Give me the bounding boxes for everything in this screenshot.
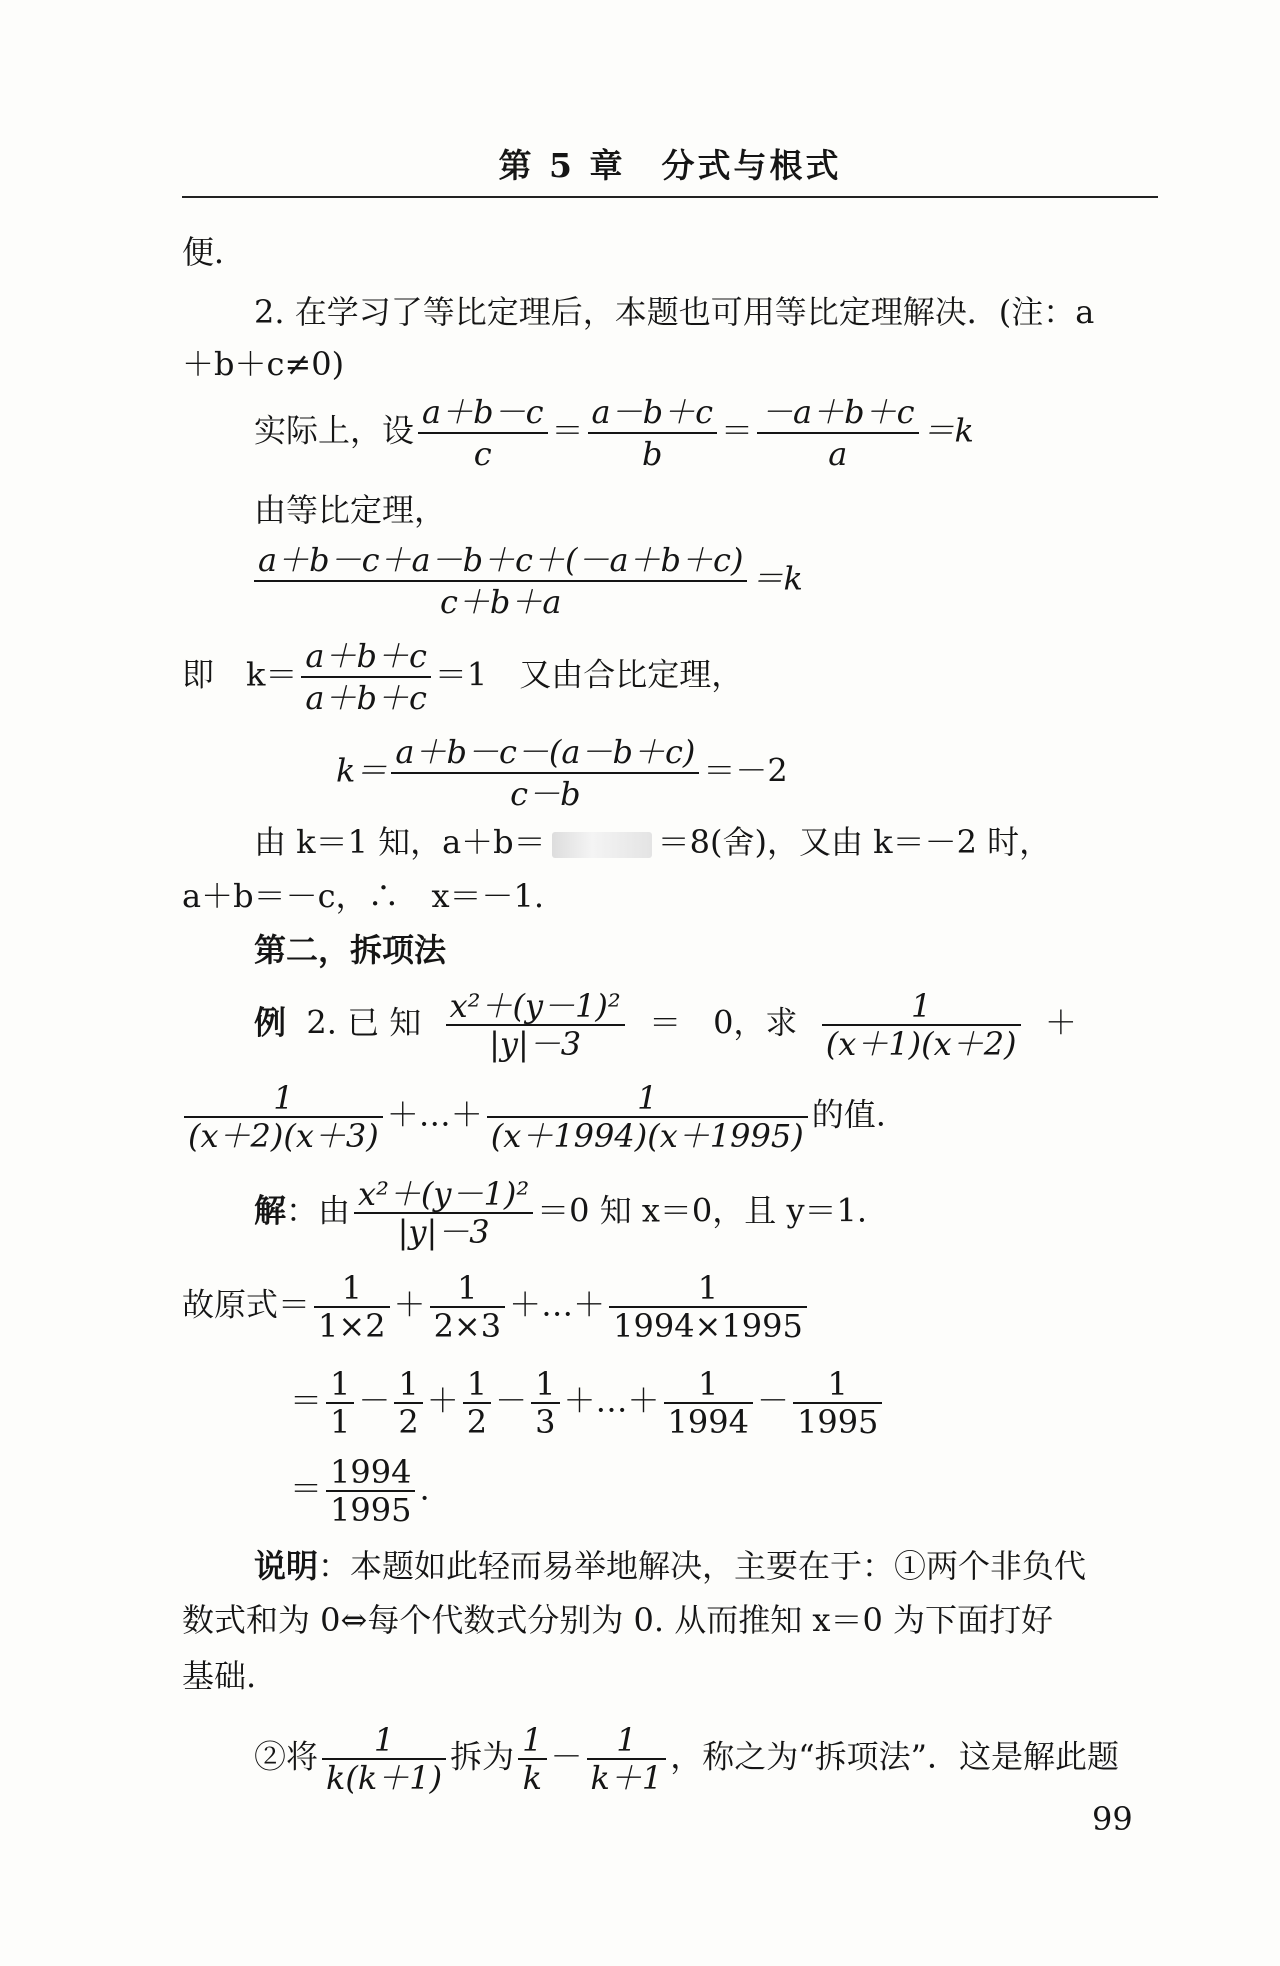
fraction: $\frac{1}{2\times 3}$ <box>430 1270 506 1344</box>
fraction: $\frac{1}{3}$ <box>531 1366 559 1440</box>
page-header <box>180 140 1160 187</box>
header-rule <box>182 196 1158 198</box>
fraction: $\frac{a+b-c+a-b+c+(-a+b+c)}{c+b+a}$ <box>254 540 747 622</box>
equation-line: 实际上，设 $\frac{a+b-c}{c}$ ＝ $\frac{a-b+c}{b}$ ＝ $\frac{-a+b+c}{a}$ ＝k <box>254 393 974 473</box>
equation-line: $\frac{1}{(x+2)(x+3)}$ ＋…＋ $\frac{1}{(x+1994)(x+1995)}$ 的值. <box>180 1080 886 1154</box>
equation-line: ＝ $\frac{1}{1}$ － $\frac{1}{2}$ ＋ $\frac{1}{2}$ － $\frac{1}{3}$ ＋…＋ $\frac{1}{1994}$ － $\frac{1}{1995}$ <box>290 1366 886 1440</box>
equation-line: 解：由 $\frac{\text{x²＋(y－1)²}}{|y|-3}$ ＝0 知 x＝0，且 y＝1. <box>254 1175 868 1251</box>
section-heading: 第二，拆项法 <box>254 931 447 969</box>
fraction: $\frac{\text{x²＋(y－1)²}}{|y|-3}$ <box>354 1176 533 1250</box>
fraction: $\frac{1}{1995}$ <box>793 1366 882 1440</box>
equation-line: 即 k＝ $\frac{a+b+c}{a+b+c}$ ＝1 又由合比定理， <box>182 637 744 717</box>
fraction: $\frac{1}{2}$ <box>463 1366 491 1440</box>
fraction: $\frac{1}{2}$ <box>394 1366 422 1440</box>
fraction: $\frac{1}{1994\times 1995}$ <box>609 1270 807 1344</box>
chapter-label: 第 5 章 <box>498 146 626 185</box>
fraction: $\frac{1}{(x+1994)(x+1995)}$ <box>487 1080 808 1154</box>
equation-line: k＝ $\frac{a+b-c-(a-b+c)}{c-b}$ ＝－2 <box>336 733 788 813</box>
fraction: $\frac{a+b-c-(a-b+c)}{c-b}$ <box>391 732 699 814</box>
text-line: a＋b＝－c，∴ x＝－1. <box>182 877 545 915</box>
blurred-region <box>552 832 652 858</box>
fraction: $\frac{1}{(x+2)(x+3)}$ <box>184 1080 383 1154</box>
text-line: 2. 在学习了等比定理后，本题也可用等比定理解决．(注：a <box>254 293 1095 331</box>
fraction: $\frac{a+b-c}{c}$ <box>418 392 548 474</box>
fraction: $\frac{1}{(x+1)(x+2)}$ <box>822 988 1021 1062</box>
fraction: $\frac{1}{k+1}$ <box>587 1722 667 1796</box>
fraction: $\frac{-a+b+c}{a}$ <box>757 392 919 474</box>
text-line: ＋b＋c≠0) <box>182 345 345 383</box>
fraction: $\frac{1994}{1995}$ <box>326 1454 415 1528</box>
fraction: $\frac{\text{x²＋(y－1)²}}{|y|-3}$ <box>446 988 625 1062</box>
equation-line: ＝ $\frac{1994}{1995}$ . <box>290 1453 430 1529</box>
fraction: $\frac{1}{1994}$ <box>664 1366 753 1440</box>
text-line: 数式和为 0⇔每个代数式分别为 0. 从而推知 x＝0 为下面打好 <box>182 1601 1053 1639</box>
chapter-title: 分式与根式 <box>661 146 842 185</box>
fraction: $\frac{1}{1\times 2}$ <box>314 1270 390 1344</box>
text-line: 由 k＝1 知，a＋b＝ ＝8(舍)，又由 k＝－2 时， <box>254 823 1052 861</box>
fraction: $\frac{a+b+c}{a+b+c}$ <box>301 636 431 718</box>
page-number: 99 <box>1092 1800 1133 1838</box>
text-line: 由等比定理， <box>254 491 447 529</box>
text-line: 便． <box>182 233 247 271</box>
equation-line: $\frac{a+b-c+a-b+c+(-a+b+c)}{c+b+a}$ ＝k <box>250 540 803 622</box>
fraction: $\frac{1}{k(k+1)}$ <box>322 1722 446 1796</box>
equation-line: 故原式＝ $\frac{1}{1\times 2}$ ＋ $\frac{1}{2\times 3}$ ＋…＋ $\frac{1}{1994\times 1995}$ <box>182 1270 811 1344</box>
fraction: $\frac{1}{k}$ <box>518 1722 546 1796</box>
equation-line: 例 2. 已 知 $\frac{\text{x²＋(y－1)²}}{|y|-3}$ ＝ 0，求 $\frac{1}{(x+1)(x+2)}$ ＋ <box>254 987 1077 1063</box>
text-line: 基础. <box>182 1657 257 1695</box>
equation-line: ②将 $\frac{1}{k(k+1)}$ 拆为 $\frac{1}{k}$ － $\frac{1}{k+1}$ ，称之为“拆项法”．这是解此题 <box>254 1721 1120 1797</box>
text-line: 说明：本题如此轻而易举地解决，主要在于：①两个非负代 <box>254 1547 1087 1585</box>
fraction: $\frac{a-b+c}{b}$ <box>588 392 718 474</box>
fraction: $\frac{1}{1}$ <box>326 1366 354 1440</box>
